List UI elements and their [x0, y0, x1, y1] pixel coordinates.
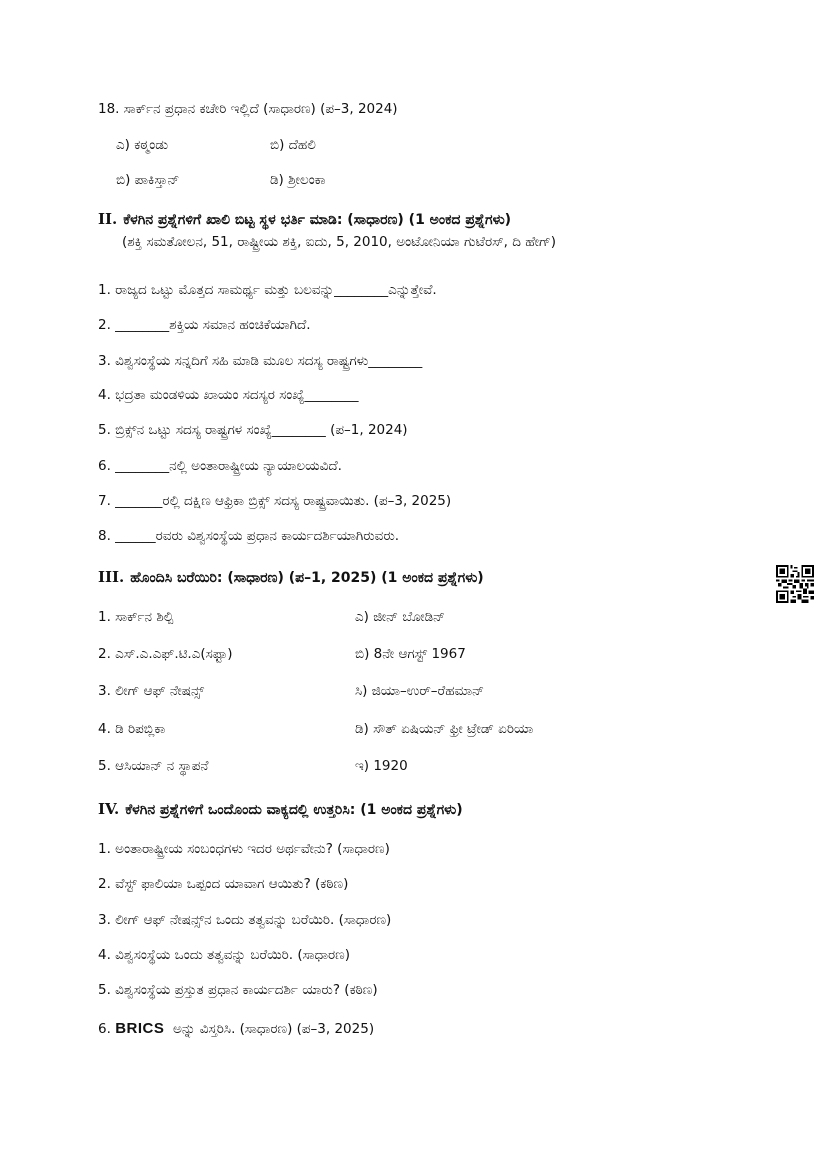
- item-6-text: ಅನ್ನು ವಿಸ್ತರಿಸಿ. (ಸಾಧಾರಣ) (ಪ–3, 2025): [172, 1021, 375, 1037]
- section-4-item: 5. ವಿಶ್ವಸಂಸ್ಥೆಯ ಪ್ರಸ್ತುತ ಪ್ರಧಾನ ಕಾರ್ಯದರ್ಶಿ ಯಾರು? (ಕಠಿಣ): [98, 982, 378, 998]
- match-right-item: ಡಿ) ಸೌತ್ ಏಷಿಯನ್ ಫ್ರೀ ಟ್ರೇಡ್ ಏರಿಯಾ: [355, 721, 534, 737]
- qr-code-icon: [776, 565, 814, 603]
- section-2-item: 8. ______ರವರು ವಿಶ್ವಸಂಸ್ಥೆಯ ಪ್ರಧಾನ ಕಾರ್ಯದರ್ಶಿಯಾಗಿರುವರು.: [98, 528, 400, 544]
- section-2-item: 1. ರಾಜ್ಯದ ಒಟ್ಟು ಮೊತ್ತದ ಸಾಮರ್ಥ್ಯ ಮತ್ತು ಬಲವನ್ನು________ಎನ್ನುತ್ತೇವೆ.: [98, 282, 437, 298]
- section-2-heading: [98, 210, 511, 228]
- section-4-title: ಕೆಳಗಿನ ಪ್ರಶ್ನೆಗಳಿಗೆ ಒಂದೊಂದು ವಾಕ್ಯದಲ್ಲಿ ಉತ್ತರಿಸಿ: (1 ಅಂಕದ ಪ್ರಶ್ನೆಗಳು): [125, 802, 463, 818]
- match-right-item: ಬಿ) 8ನೇ ಆಗಸ್ಟ್ 1967: [355, 646, 466, 662]
- match-left-item: 4. ಡಿ ರಿಪಬ್ಲಿಕಾ: [98, 721, 166, 737]
- q18-option-d: ಡಿ) ಶ್ರೀಲಂಕಾ: [270, 172, 326, 188]
- brics-acronym: BRICS: [115, 1020, 165, 1037]
- section-4-item: 3. ಲೀಗ್ ಆಫ್ ನೇಷನ್ಸ್‌ನ ಒಂದು ತತ್ವವನ್ನು ಬರೆಯಿರಿ. (ಸಾಧಾರಣ): [98, 912, 392, 928]
- q18-option-c: ಬಿ) ಪಾಕಿಸ್ತಾನ್: [116, 172, 180, 188]
- match-left-item: 2. ಎಸ್.ಎ.ಎಫ್.ಟಿ.ಎ(ಸಫ್ಟಾ): [98, 646, 233, 662]
- q18-option-a: ಎ) ಕಠ್ಮಂಡು: [116, 137, 169, 153]
- section-2-number: II.: [98, 210, 118, 228]
- section-4-item: 4. ವಿಶ್ವಸಂಸ್ಥೆಯ ಒಂದು ತತ್ವವನ್ನು ಬರೆಯಿರಿ. (ಸಾಧಾರಣ): [98, 947, 351, 963]
- section-3-number: III.: [98, 568, 125, 586]
- section-2-hint: (ಶಕ್ತಿ ಸಮತೋಲನ, 51, ರಾಷ್ಟ್ರೀಯ ಶಕ್ತಿ, ಐದು, 5, 2010, ಅಂಟೋನಿಯಾ ಗುಟೆರಸ್, ದಿ ಹೇಗ್): [122, 234, 556, 250]
- section-2-item: 5. ಬ್ರಿಕ್ಸ್‌ನ ಒಟ್ಟು ಸದಸ್ಯ ರಾಷ್ಟ್ರಗಳ ಸಂಖ್ಯೆ________ (ಪ–1, 2024): [98, 422, 408, 438]
- section-4-number: IV.: [98, 800, 120, 818]
- section-2-item: 2. ________ಶಕ್ತಿಯ ಸಮಾನ ಹಂಚಿಕೆಯಾಗಿದೆ.: [98, 317, 311, 333]
- section-4-heading: [98, 800, 463, 818]
- match-right-item: ಎ) ಜೀನ್ ಬೋಡಿನ್: [355, 609, 446, 625]
- section-4-item-6: [98, 1020, 374, 1037]
- match-left-item: 5. ಆಸಿಯಾನ್ ನ ಸ್ಥಾಪನೆ: [98, 758, 209, 774]
- section-2-title: ಕೆಳಗಿನ ಪ್ರಶ್ನೆಗಳಿಗೆ ಖಾಲಿ ಬಿಟ್ಟ ಸ್ಥಳ ಭರ್ತಿ ಮಾಡಿ: (ಸಾಧಾರಣ) (1 ಅಂಕದ ಪ್ರಶ್ನೆಗಳು): [123, 212, 512, 228]
- section-2-item: 4. ಭದ್ರತಾ ಮಂಡಳಿಯ ಖಾಯಂ ಸದಸ್ಯರ ಸಂಖ್ಯೆ________: [98, 387, 359, 403]
- match-left-item: 3. ಲೀಗ್ ಆಫ್ ನೇಷನ್ಸ್: [98, 683, 205, 699]
- section-2-item: 7. _______ರಲ್ಲಿ ದಕ್ಷಿಣ ಆಫ್ರಿಕಾ ಬ್ರಿಕ್ಸ್ ಸದಸ್ಯ ರಾಷ್ಟ್ರವಾಯಿತು. (ಪ–3, 2025): [98, 493, 452, 509]
- section-3-title: ಹೊಂದಿಸಿ ಬರೆಯಿರಿ: (ಸಾಧಾರಣ) (ಪ–1, 2025) (1 ಅಂಕದ ಪ್ರಶ್ನೆಗಳು): [130, 570, 484, 586]
- question-18: 18. ಸಾರ್ಕ್‌ನ ಪ್ರಧಾನ ಕಚೇರಿ ಇಲ್ಲಿದೆ (ಸಾಧಾರಣ) (ಪ–3, 2024): [98, 101, 398, 117]
- section-2-item: 6. ________ನಲ್ಲಿ ಅಂತಾರಾಷ್ಟ್ರೀಯ ನ್ಯಾಯಾಲಯವಿದೆ.: [98, 458, 342, 474]
- section-2-item: 3. ವಿಶ್ವಸಂಸ್ಥೆಯ ಸನ್ನದಿಗೆ ಸಹಿ ಮಾಡಿ ಮೂಲ ಸದಸ್ಯ ರಾಷ್ಟ್ರಗಳು________: [98, 353, 423, 369]
- match-right-item: ಸಿ) ಜಿಯಾ–ಉರ್–ರೆಹಮಾನ್: [355, 683, 485, 699]
- match-left-item: 1. ಸಾರ್ಕ್‌ನ ಶಿಲ್ಪಿ: [98, 609, 174, 625]
- section-3-heading: [98, 568, 484, 586]
- match-right-item: ಇ) 1920: [355, 758, 408, 774]
- section-4-item: 2. ವೆಸ್ಟ್ ಫಾಲಿಯಾ ಒಪ್ಪಂದ ಯಾವಾಗ ಆಯಿತು? (ಕಠಿಣ): [98, 876, 349, 892]
- section-4-item: 1. ಅಂತಾರಾಷ್ಟ್ರೀಯ ಸಂಬಂಧಗಳು ಇದರ ಅರ್ಥವೇನು? (ಸಾಧಾರಣ): [98, 841, 390, 857]
- item-6-number: 6.: [98, 1021, 111, 1037]
- q18-option-b: ಬಿ) ದೆಹಲಿ: [270, 137, 316, 153]
